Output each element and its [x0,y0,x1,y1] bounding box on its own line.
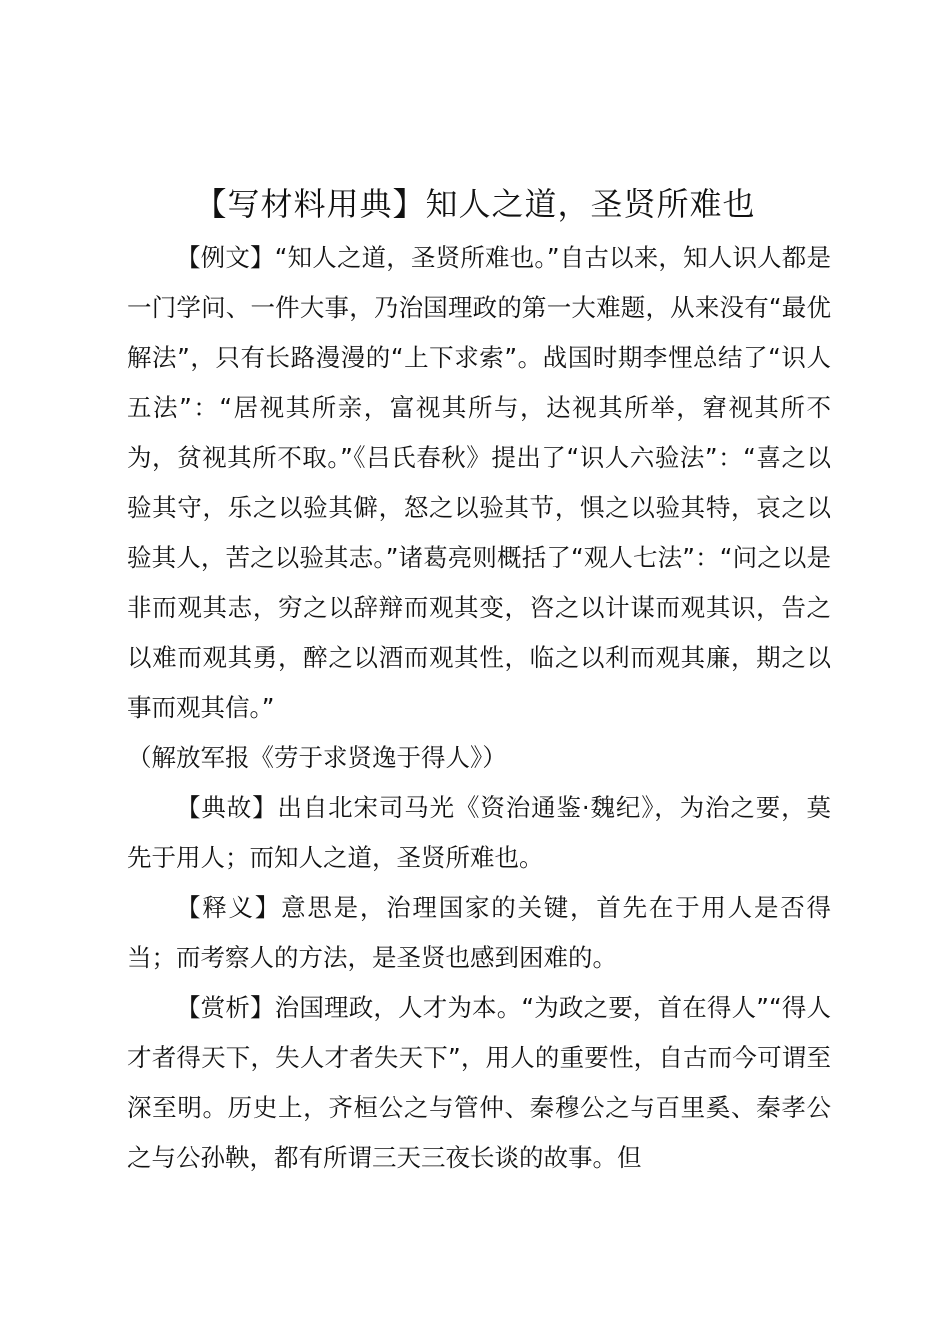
paragraph-source: （解放军报《劳于求贤逸于得人》） [127,743,507,772]
document-body [127,233,831,1183]
document-title: 【写材料用典】知人之道，圣贤所难也 [194,185,756,223]
paragraph-meaning: 【释义】意思是，治理国家的关键，首先在于用人是否得当；而考察人的方法，是圣贤也感到困难的。 [127,893,831,972]
paragraph-example: 【例文】“知人之道，圣贤所难也。”自古以来，知人识人都是一门学问、一件大事，乃治国理政的第一大难题，从来没有“最优解法”，只有长路漫漫的“上下求索”。战国时期李悝总结了“识人五法”：“居视其所亲，富视其所与，达视其所举，窘视其所不为，贫视其所不取。”《吕氏春秋》提出了“识人六验法”：“喜之以验其守，乐之以验其僻，怒之以验其节，惧之以验其特，哀之以验其人，苦之以验其志。”诸葛亮则概括了“观人七法”：“问之以是非而观其志，穷之以辞辩而观其变，咨之以计谋而观其识，告之以难而观其勇，醉之以酒而观其性，临之以利而观其廉，期之以事而观其信。” [127,243,831,722]
paragraph-allusion: 【典故】出自北宋司马光《资治通鉴·魏纪》，为治之要，莫先于用人；而知人之道，圣贤所难也。 [127,793,831,872]
paragraph-analysis: 【赏析】治国理政，人才为本。“为政之要，首在得人”“得人才者得天下，失人才者失天下”，用人的重要性，自古而今可谓至深至明。历史上，齐桓公之与管仲、秦穆公之与百里奚、秦孝公之与公孙鞅，都有所谓三天三夜长谈的故事。但 [127,993,831,1172]
